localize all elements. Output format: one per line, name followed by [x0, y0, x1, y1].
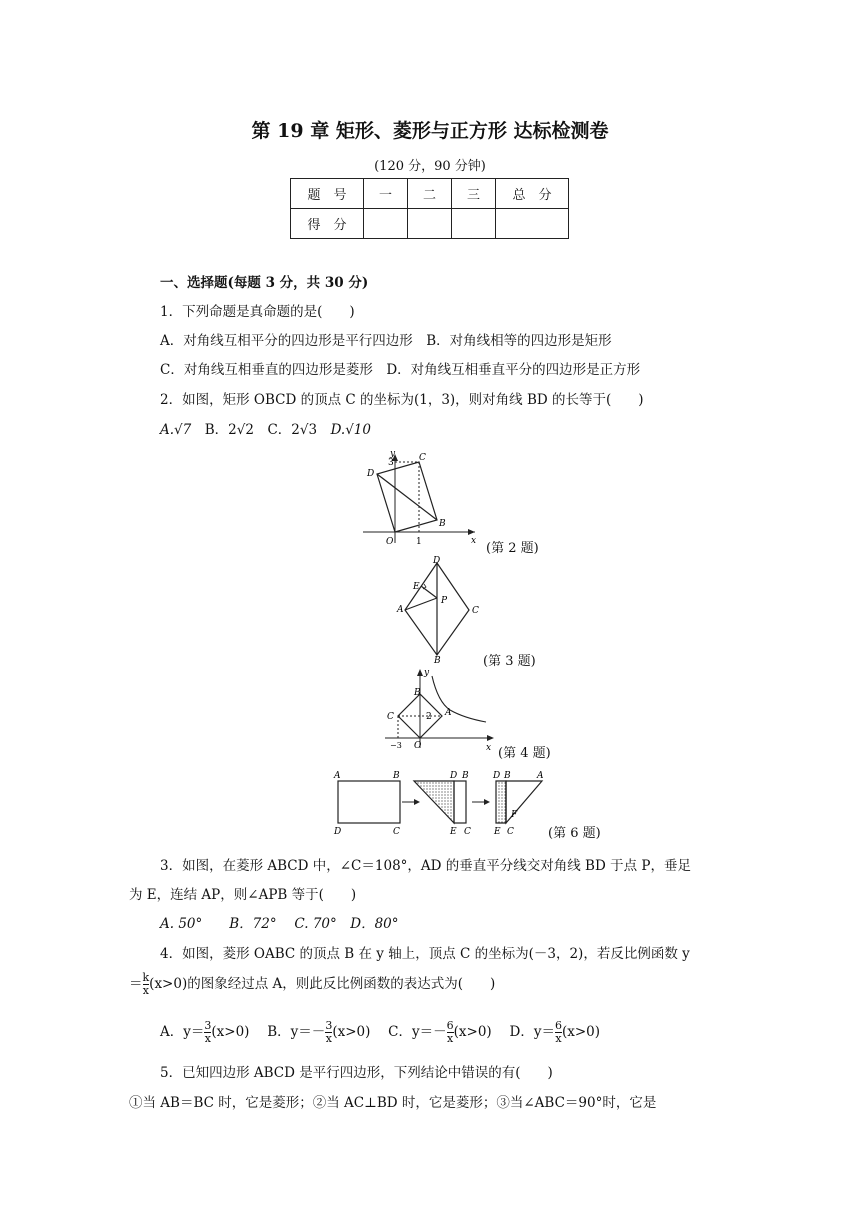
score-header-cell: 一 [364, 179, 408, 209]
label-p: P [441, 596, 448, 606]
fraction-denominator: x [555, 1032, 562, 1045]
x-axis-arrow [487, 735, 494, 741]
q3-stem-line1: 3．如图，在菱形 ABCD 中，∠C＝108°，AD 的垂直平分线交对角线 BD 于点 P，垂足 [160, 858, 691, 874]
label-d: D [367, 469, 375, 479]
diagonal-bd [377, 474, 437, 520]
label-3: 3 [388, 458, 394, 468]
q4-stem-line1: 4．如图，菱形 OABC 的顶点 B 在 y 轴上，顶点 C 的坐标为(－3，2)，若反比例函数 y [160, 946, 690, 962]
q1-option-a: A．对角线互相平分的四边形是平行四边形 [160, 333, 413, 349]
label-b: B [439, 519, 446, 529]
label-b: B [504, 771, 511, 781]
fraction [447, 1020, 454, 1045]
x-axis-arrow [468, 529, 475, 535]
label-b: B [434, 656, 441, 664]
right-angle-mark [423, 584, 426, 589]
label-d: D [450, 771, 458, 781]
caption-q6: (第 6 题) [548, 826, 601, 841]
label-a: A [397, 605, 404, 615]
fraction-numerator: 6 [554, 1019, 562, 1032]
page-subtitle: (120 分，90 分钟) [374, 159, 486, 174]
q2-option-c: C．2√3 [267, 422, 318, 438]
score-header-cell: 二 [408, 179, 452, 209]
rectangle-abcd [338, 781, 400, 823]
q4-option-d [510, 1020, 601, 1045]
q4-options [160, 1020, 600, 1045]
label-e: E [450, 827, 457, 837]
caption-q3: (第 3 题) [483, 654, 536, 669]
figure-q4 [380, 666, 500, 752]
label-d: D [433, 556, 441, 566]
label-y: y [390, 449, 396, 459]
label-o: O [414, 741, 422, 751]
label-x: x [486, 743, 492, 752]
label-c: C [464, 827, 471, 837]
option-text: C．y＝－ [388, 1024, 447, 1040]
label-d: D [334, 827, 342, 837]
score-table [290, 178, 569, 239]
q1-option-b: B．对角线相等的四边形是矩形 [426, 333, 612, 349]
label-b: B [414, 688, 421, 698]
score-cell [496, 209, 569, 239]
score-cell [364, 209, 408, 239]
label-c: C [507, 827, 514, 837]
score-table-score-row [291, 209, 569, 239]
fraction [555, 1020, 562, 1045]
page-title: 第 19 章 矩形、菱形与正方形 达标检测卷 [251, 120, 609, 142]
option-text: (x>0) [211, 1024, 250, 1040]
fraction-denominator: x [142, 984, 149, 997]
q4-stem-tail: (x>0)的图象经过点 A，则此反比例函数的表达式为( ) [149, 976, 496, 992]
y-axis-arrow [417, 669, 423, 676]
q1-stem: 1．下列命题是真命题的是( ) [160, 304, 355, 320]
label-y: y [424, 668, 430, 678]
label-d: D [493, 771, 501, 781]
dotted-strip [496, 781, 506, 823]
label-e: E [494, 827, 501, 837]
option-text: (x>0) [561, 1024, 601, 1040]
score-table-header-row [291, 179, 569, 209]
fraction-numerator: k [142, 971, 150, 984]
q4-option-b [267, 1020, 370, 1045]
q2-option-d: D.√10 [330, 422, 371, 438]
q1-option-c: C．对角线互相垂直的四边形是菱形 [160, 362, 373, 378]
q5-stem: 5．已知四边形 ABCD 是平行四边形，下列结论中错误的有( ) [160, 1065, 553, 1081]
section-heading: 一、选择题(每题 3 分，共 30 分) [160, 275, 369, 291]
label-b: B [393, 771, 400, 781]
label-e: E [413, 582, 420, 592]
score-cell [408, 209, 452, 239]
fraction-denominator: x [447, 1032, 454, 1045]
figure-q3 [395, 554, 485, 664]
q1-options-row2 [160, 361, 640, 379]
q4-option-c [388, 1020, 492, 1045]
q4-option-a [160, 1020, 249, 1045]
label-a: A [334, 771, 341, 781]
score-header-cell: 题 号 [291, 179, 364, 209]
fraction-denominator: x [204, 1032, 211, 1045]
label-b: B [462, 771, 469, 781]
arrow-head-icon [484, 799, 490, 805]
caption-q2: (第 2 题) [486, 541, 539, 556]
label-o: O [386, 537, 394, 547]
q2-option-b: B．2√2 [204, 422, 254, 438]
q4-equals: ＝ [129, 976, 143, 992]
score-header-cell: 总 分 [496, 179, 569, 209]
q5-statements: ①当 AB＝BC 时，它是菱形；②当 AC⊥BD 时，它是菱形；③当∠ABC＝90°时，它是 [129, 1095, 657, 1111]
label-f: F [511, 810, 518, 820]
figure-q6 [330, 767, 550, 837]
fraction-numerator: 3 [325, 1019, 333, 1032]
option-text: A．y＝ [160, 1024, 205, 1040]
option-text: (x>0) [453, 1024, 492, 1040]
q2-stem: 2．如图，矩形 OBCD 的顶点 C 的坐标为(1，3)，则对角线 BD 的长等于( ) [160, 392, 644, 408]
fraction-numerator: 6 [446, 1019, 454, 1032]
q3-stem-line2: 为 E，连结 AP，则∠APB 等于( ) [129, 887, 357, 903]
label-a: A [537, 771, 544, 781]
hyperbola-curve [432, 676, 486, 722]
option-text: (x>0) [332, 1024, 371, 1040]
fraction-denominator: x [325, 1032, 332, 1045]
q4-stem-line2 [129, 972, 495, 997]
label-c: C [472, 606, 479, 616]
score-row-label: 得 分 [291, 209, 364, 239]
strip-rectangle [454, 781, 466, 823]
label-c: C [419, 453, 426, 463]
option-text: D．y＝ [509, 1024, 555, 1040]
fraction-numerator: 3 [204, 1019, 212, 1032]
label-a: A [445, 708, 452, 718]
q2-option-a: A.√7 [160, 422, 192, 438]
label-c: C [393, 827, 400, 837]
label-2: 2 [426, 712, 432, 722]
figure-q2 [355, 448, 485, 550]
label-c: C [387, 712, 394, 722]
option-text: B．y＝－ [267, 1024, 326, 1040]
perpendicular-bisector [421, 586, 437, 598]
score-header-cell: 三 [452, 179, 496, 209]
q1-options-row1 [160, 332, 612, 350]
q1-option-d: D．对角线互相垂直平分的四边形是正方形 [386, 362, 641, 378]
score-cell [452, 209, 496, 239]
q3-options: A. 50° B．72° C. 70° D．80° [160, 916, 399, 932]
q2-options [160, 421, 371, 439]
caption-q4: (第 4 题) [498, 746, 551, 761]
label-1: 1 [416, 537, 422, 547]
label-minus3: −3 [390, 741, 402, 750]
arrow-head-icon [414, 799, 420, 805]
label-x: x [471, 536, 477, 546]
